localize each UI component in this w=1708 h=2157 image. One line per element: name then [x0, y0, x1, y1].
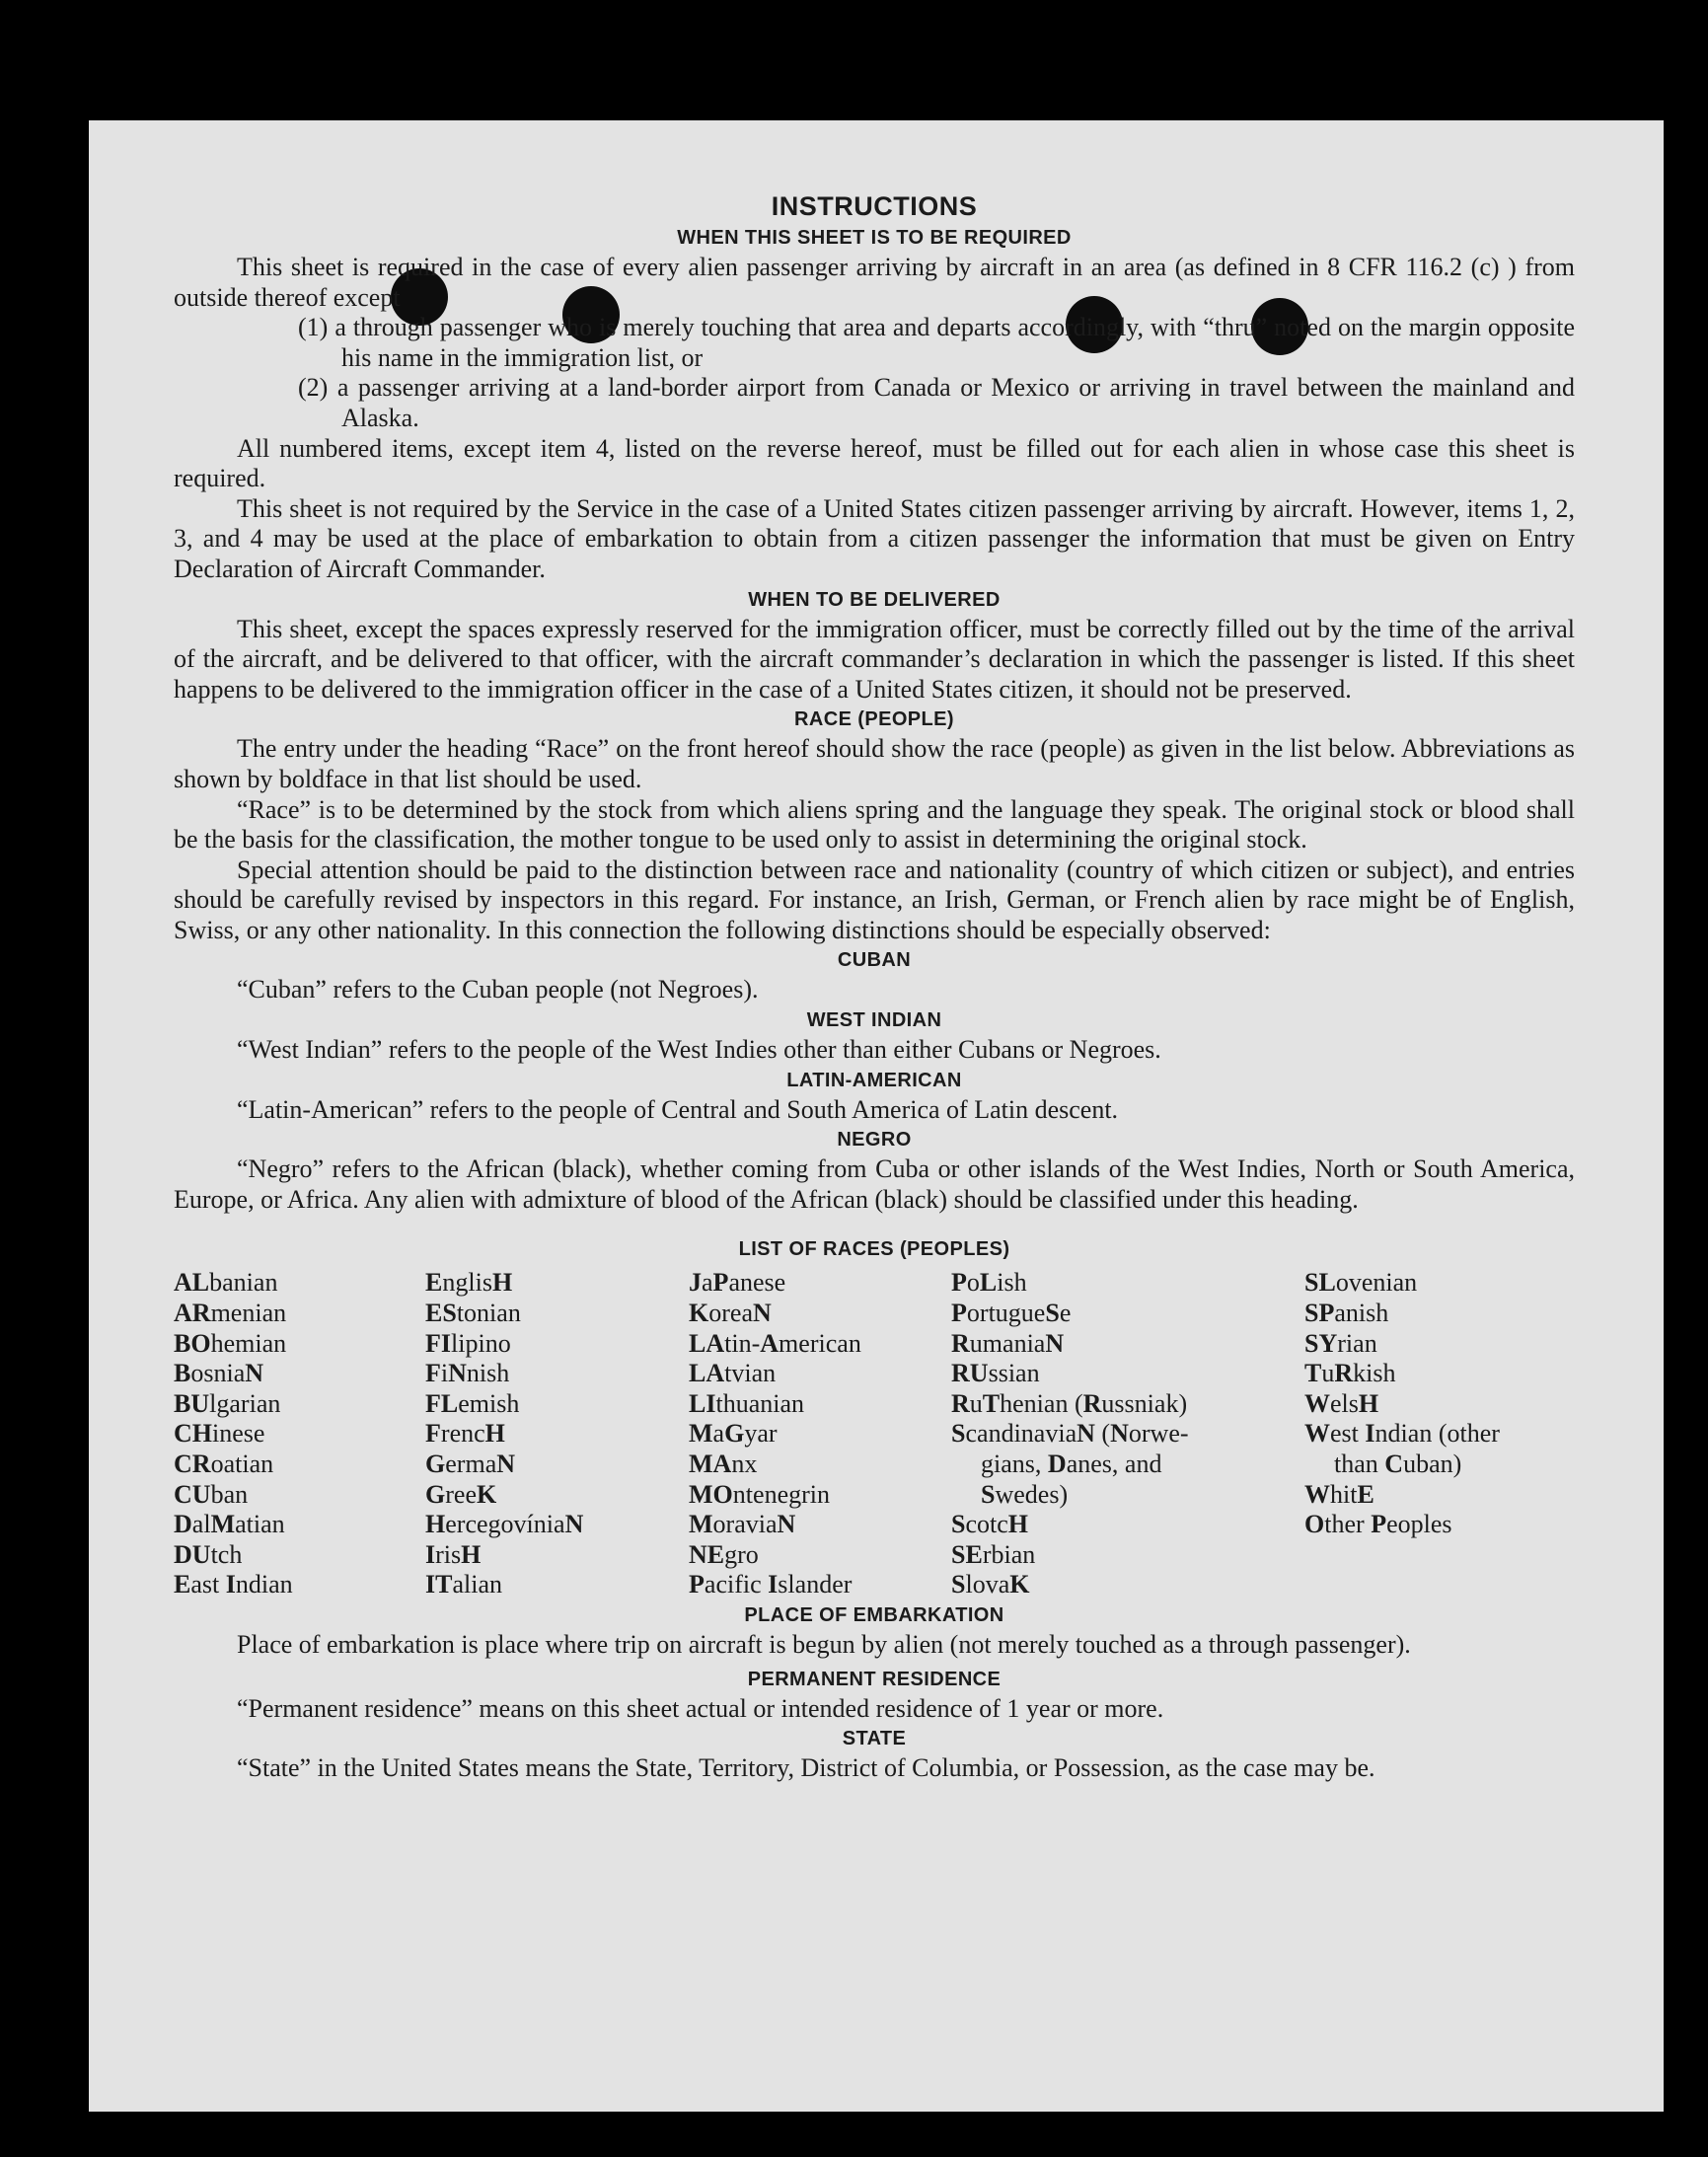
race-entry: BUlgarian — [174, 1388, 281, 1418]
section-heading: WEST INDIAN — [806, 1009, 942, 1032]
paragraph: All numbered items, except item 4, listed on the reverse hereof, must be filled out for each alien in whose case this sheet is required. — [174, 433, 1575, 493]
race-entry: RuThenian (Russniak) — [951, 1388, 1188, 1418]
race-entry: BOhemian — [174, 1328, 287, 1358]
bleed-through-text — [168, 2059, 1056, 2073]
race-entry: SLovenian — [1304, 1268, 1418, 1298]
race-entry: East Indian — [174, 1570, 293, 1599]
race-entry: PortugueSe — [951, 1299, 1072, 1328]
section-heading: CUBAN — [837, 949, 912, 972]
paragraph: “Latin-American” refers to the people of Central and South America of Latin descent. — [237, 1094, 1119, 1124]
race-entry: PoLish — [951, 1268, 1027, 1298]
race-entry: SPanish — [1304, 1299, 1389, 1328]
paragraph: “Race” is to be determined by the stock from which aliens spring and the language they speak. The original stock or blood shall be the basis for the classification, the mother tongue to be used only to assist in determining the original stock. — [174, 794, 1575, 855]
race-entry: MOntenegrin — [689, 1479, 831, 1509]
race-entry: CRoatian — [174, 1450, 274, 1478]
paragraph: This sheet, except the spaces expressly reserved for the immigration officer, must be correctly filled out by the time of the arrival of the aircraft, and be delivered to that officer, with the aircraft commander’s declaration in which the passenger is listed. If this sheet happens to be delivered to the immigration officer in the case of a United States citizen, it should not be preserved. — [174, 614, 1575, 704]
race-entry: FrencH — [425, 1419, 505, 1449]
race-entry: FIlipino — [425, 1328, 511, 1358]
section-heading: LATIN-AMERICAN — [786, 1069, 962, 1091]
race-entry: NEgro — [689, 1539, 759, 1569]
section-heading: NEGRO — [837, 1129, 912, 1152]
race-entry: GermaN — [425, 1450, 516, 1478]
paragraph: This sheet is required in the case of every alien passenger arriving by aircraft in an area (as defined in 8 CFR 116.2 (c) ) from outside thereof except — [174, 253, 1575, 312]
race-entry: LAtvian — [689, 1359, 777, 1388]
race-entry: GreeK — [425, 1479, 497, 1509]
race-entry: CHinese — [174, 1419, 265, 1449]
paragraph: “Cuban” refers to the Cuban people (not Negroes). — [237, 975, 759, 1004]
race-entry: SYrian — [1304, 1328, 1377, 1358]
race-entry-continuation: than Cuban) — [1334, 1450, 1462, 1478]
race-entry: FiNnish — [425, 1359, 510, 1388]
race-entry: RUssian — [951, 1359, 1040, 1388]
paragraph: This sheet is not required by the Service in the case of a United States citizen passenger arriving by aircraft. However, items 1, 2, 3, and 4 may be used at the place of embarkation to obtain from a citizen passenger the information that must be given on Entry Declaration of Aircraft Commander. — [174, 493, 1575, 583]
page-title: INSTRUCTIONS — [771, 191, 978, 221]
race-entry: SErbian — [951, 1539, 1036, 1569]
race-entry: BosniaN — [174, 1359, 264, 1388]
race-entry: LIthuanian — [689, 1388, 805, 1418]
section-heading: RACE (PEOPLE) — [794, 708, 954, 731]
race-entry: HercegovíniaN — [425, 1510, 584, 1539]
race-entry-continuation: Swedes) — [981, 1479, 1069, 1509]
paragraph: “State” in the United States means the State, Territory, District of Columbia, or Possession, as the case may be. — [237, 1753, 1375, 1783]
paragraph: Special attention should be paid to the distinction between race and nationality (country of which citizen or subject), and entries should be carefully revised by inspectors in this regard. For instance, an Irish, German, or French alien by race might be of English, Swiss, or any other nationality. In this connection the following distinctions should be especially observed: — [174, 855, 1575, 944]
race-entry: ScandinaviaN (Norwe- — [951, 1419, 1189, 1449]
race-entry: DUtch — [174, 1539, 243, 1569]
race-entry: ARmenian — [174, 1299, 287, 1328]
race-entry: EnglisH — [425, 1268, 513, 1298]
race-column — [689, 1268, 951, 1600]
section-heading: WHEN TO BE DELIVERED — [748, 588, 1001, 611]
paragraph: Place of embarkation is place where trip on aircraft is begun by alien (not merely touched as a through passenger). — [237, 1629, 1411, 1659]
instructions-body — [174, 189, 1575, 1784]
race-entry: JaPanese — [689, 1268, 786, 1298]
race-entry: WelsH — [1304, 1388, 1379, 1418]
race-column — [174, 1268, 425, 1600]
section-heading: PLACE OF EMBARKATION — [744, 1603, 1004, 1626]
section-heading: PERMANENT RESIDENCE — [747, 1668, 1002, 1690]
section-heading: LIST OF RACES (PEOPLES) — [738, 1238, 1010, 1261]
race-entry: MAnx — [689, 1450, 758, 1478]
race-entry: DalMatian — [174, 1510, 285, 1539]
paragraph: “West Indian” refers to the people of the West Indies other than either Cubans or Negroes. — [237, 1035, 1161, 1065]
race-entry: Pacific Islander — [689, 1570, 853, 1599]
race-entry: KoreaN — [689, 1299, 772, 1328]
race-entry: TuRkish — [1304, 1359, 1396, 1388]
race-entry: WhitE — [1304, 1479, 1374, 1509]
paragraph: The entry under the heading “Race” on the front hereof should show the race (people) as given in the list below. Abbreviations as shown by boldface in that list should be used. — [174, 734, 1575, 793]
race-entry: MoraviaN — [689, 1510, 796, 1539]
race-entry: West Indian (other — [1304, 1419, 1500, 1449]
race-entry-continuation: gians, Danes, and — [981, 1450, 1162, 1478]
race-entry: LAtin-American — [689, 1328, 861, 1358]
race-entry: Other Peoples — [1304, 1510, 1452, 1539]
list-item: (1) a through passenger who is merely touching that area and departs accordingly, with “thru” noted on the margin opposite his name in the immigration list, or — [298, 313, 1575, 372]
race-entry: IrisH — [425, 1539, 482, 1569]
list-item: (2) a passenger arriving at a land-border airport from Canada or Mexico or arriving in travel between the mainland and Alaska. — [298, 373, 1575, 432]
race-entry: CUban — [174, 1479, 249, 1509]
race-entry: SlovaK — [951, 1570, 1030, 1599]
race-entry: MaGyar — [689, 1419, 778, 1449]
race-entry: EStonian — [425, 1299, 521, 1328]
race-entry: FLemish — [425, 1388, 520, 1418]
race-entry: ScotcH — [951, 1510, 1029, 1539]
race-entry: ALbanian — [174, 1268, 278, 1298]
race-column — [1304, 1268, 1575, 1600]
section-heading: STATE — [842, 1728, 907, 1750]
race-entry: ITalian — [425, 1570, 503, 1599]
race-list — [174, 1268, 1575, 1600]
race-column — [951, 1268, 1304, 1600]
paragraph: “Permanent residence” means on this sheet actual or intended residence of 1 year or more. — [237, 1693, 1164, 1723]
section-heading: WHEN THIS SHEET IS TO BE REQUIRED — [677, 227, 1072, 249]
race-entry: RumaniaN — [951, 1328, 1065, 1358]
document-page — [89, 120, 1664, 2112]
paragraph: “Negro” refers to the African (black), whether coming from Cuba or other islands of the West Indies, North or South America, Europe, or Africa. Any alien with admixture of blood of the African (black) should be classified under this heading. — [174, 1154, 1575, 1214]
race-column — [425, 1268, 689, 1600]
